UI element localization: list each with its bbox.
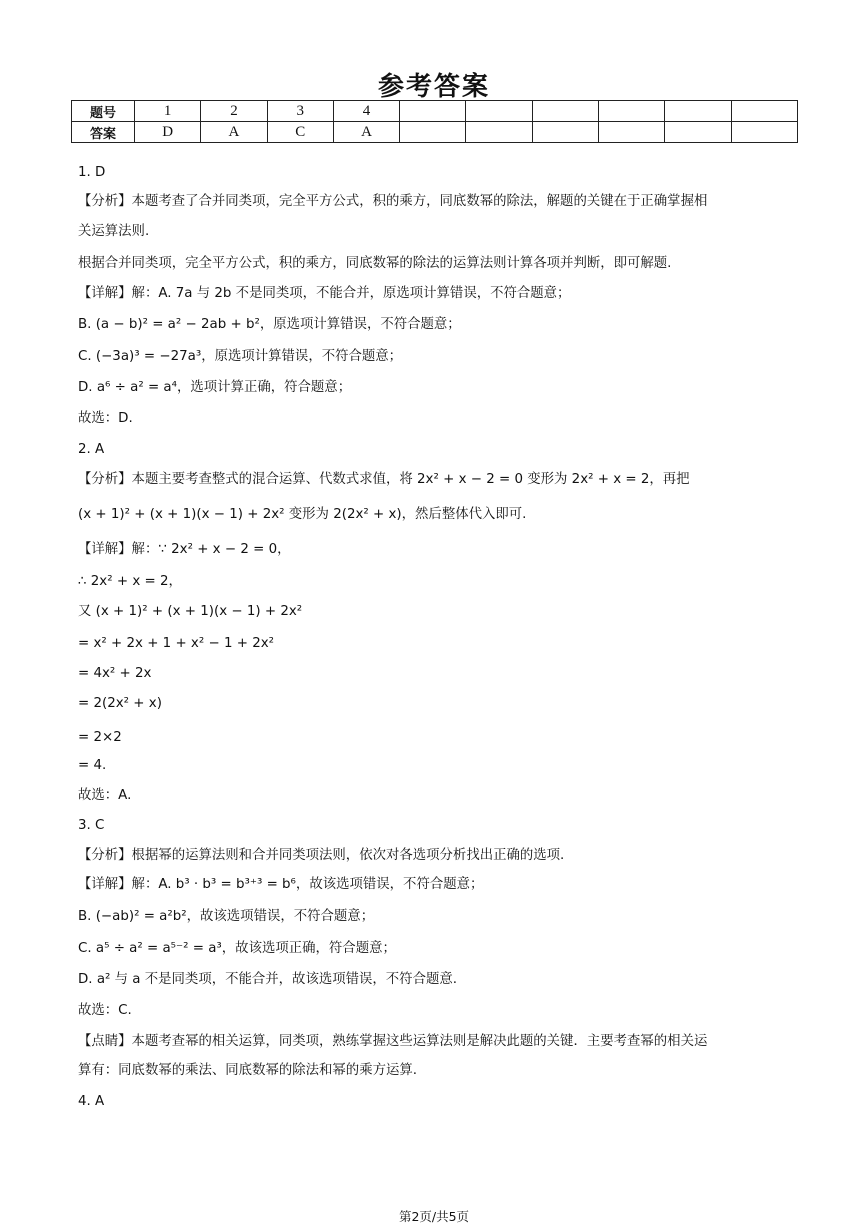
answer-table — [71, 100, 798, 143]
question-number-cell — [532, 101, 598, 122]
text-line: D. a² 与 a 不是同类项，不能合并，故该选项错误，不符合题意. — [78, 972, 458, 987]
answer-cell — [599, 122, 665, 143]
page-title: 参考答案 — [377, 72, 490, 102]
page-footer: 第2页/共5页 — [398, 1209, 470, 1224]
text-line: 【分析】本题考查了合并同类项，完全平方公式，积的乘方，同底数幂的除法，解题的关键在于正确掌握相 — [78, 194, 708, 209]
answer-cell: A — [201, 122, 267, 143]
text-line: 4. A — [78, 1094, 105, 1109]
table-row-numbers — [72, 101, 798, 122]
text-line: = 4. — [78, 758, 107, 773]
answer-cell — [665, 122, 731, 143]
answer-label-cell: 答案 — [72, 122, 135, 143]
text-line: 根据合并同类项，完全平方公式，积的乘方，同底数幂的除法的运算法则计算各项并判断，即可解题. — [78, 256, 672, 271]
question-number-cell — [599, 101, 665, 122]
question-number-cell: 1 — [135, 101, 201, 122]
answer-cell — [731, 122, 797, 143]
text-line: 1. D — [78, 165, 106, 180]
text-line: 故选：D. — [78, 411, 133, 426]
answer-cell — [400, 122, 466, 143]
text-line: B. (−ab)² = a²b²，故该选项错误，不符合题意； — [78, 909, 375, 924]
question-number-cell — [665, 101, 731, 122]
question-number-cell — [466, 101, 532, 122]
text-line: 3. C — [78, 818, 105, 833]
text-line: ∴ 2x² + x = 2， — [78, 574, 182, 589]
text-line: 【分析】本题主要考查整式的混合运算、代数式求值，将 2x² + x − 2 = 0 变形为 2x² + x = 2，再把 — [78, 472, 690, 487]
text-line: 算有：同底数幂的乘法、同底数幂的除法和幂的乘方运算. — [78, 1063, 418, 1078]
answer-cell: C — [267, 122, 333, 143]
question-number-cell — [400, 101, 466, 122]
text-line: C. a⁵ ÷ a² = a⁵⁻² = a³，故该选项正确，符合题意； — [78, 941, 396, 956]
text-line: 故选：C. — [78, 1003, 132, 1018]
text-line: = 2(2x² + x) — [78, 696, 162, 711]
text-line: = 2×2 — [78, 730, 122, 745]
text-line: (x + 1)² + (x + 1)(x − 1) + 2x² 变形为 2(2x² + x)，然后整体代入即可. — [78, 507, 527, 522]
text-line: 2. A — [78, 442, 105, 457]
answer-cell — [532, 122, 598, 143]
text-line: = x² + 2x + 1 + x² − 1 + 2x² — [78, 636, 275, 651]
question-number-cell: 3 — [267, 101, 333, 122]
text-line: 【点睛】本题考查幂的相关运算，同类项，熟练掌握这些运算法则是解决此题的关键．主要考查幂的相关运 — [78, 1034, 708, 1049]
text-line: B. (a − b)² = a² − 2ab + b²，原选项计算错误，不符合题意； — [78, 317, 461, 332]
header-label-cell: 题号 — [72, 101, 135, 122]
table-row-answers — [72, 122, 798, 143]
question-number-cell: 2 — [201, 101, 267, 122]
text-line: 【详解】解：A. b³ · b³ = b³⁺³ = b⁶，故该选项错误，不符合题意； — [78, 877, 484, 892]
answer-cell: D — [135, 122, 201, 143]
text-line: 【分析】根据幂的运算法则和合并同类项法则，依次对各选项分析找出正确的选项. — [78, 848, 565, 863]
text-line: 故选：A. — [78, 788, 132, 803]
text-line: 关运算法则. — [78, 224, 150, 239]
text-line: = 4x² + 2x — [78, 666, 152, 681]
answer-cell — [466, 122, 532, 143]
text-line: 【详解】解：A. 7a 与 2b 不是同类项，不能合并，原选项计算错误，不符合题意； — [78, 286, 571, 301]
text-line: D. a⁶ ÷ a² = a⁴，选项计算正确，符合题意； — [78, 380, 352, 395]
text-line: 又 (x + 1)² + (x + 1)(x − 1) + 2x² — [78, 604, 303, 619]
text-line: 【详解】解：∵ 2x² + x − 2 = 0， — [78, 542, 291, 557]
question-number-cell: 4 — [333, 101, 399, 122]
answer-cell: A — [333, 122, 399, 143]
question-number-cell — [731, 101, 797, 122]
text-line: C. (−3a)³ = −27a³，原选项计算错误，不符合题意； — [78, 349, 403, 364]
